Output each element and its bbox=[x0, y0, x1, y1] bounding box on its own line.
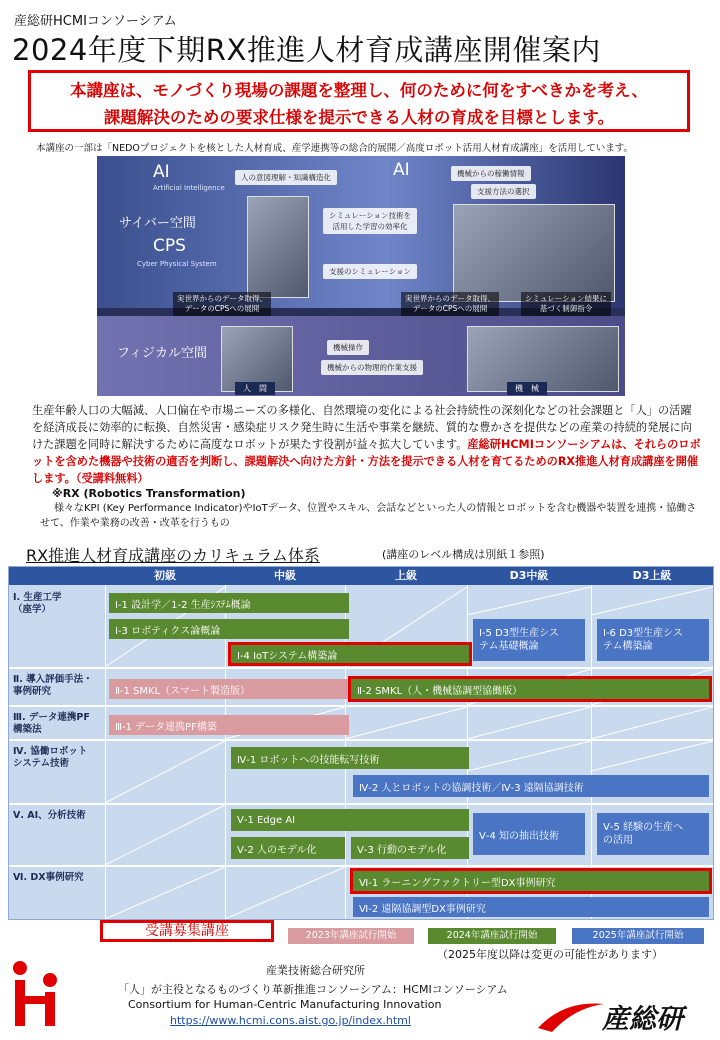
level-header: 初級 bbox=[105, 567, 225, 585]
course-1-6: Ⅰ-6 D3型生産シス テム構築論 bbox=[597, 619, 709, 661]
category-label: Ⅴ. AI、分析技術 bbox=[13, 810, 86, 821]
org-name: 産総研HCMIコンソーシアム bbox=[14, 14, 177, 29]
course-5-1: Ⅴ-1 Edge AI bbox=[231, 809, 469, 831]
course-1-3: Ⅰ-3 ロボティクス論概論 bbox=[109, 619, 349, 639]
rx-description: 様々なKPI (Key Performance Indicator)やIoTデータ、位置やスキル、会話などといった人の情報とロボットを含む機器や装置を連携・協働させて、作業や業務の改善・改革を行うもの bbox=[40, 503, 697, 529]
curriculum-title: RX推進人材育成講座のカリキュラム体系 bbox=[26, 546, 320, 565]
box-machine-info: 機械からの稼働情報 bbox=[451, 166, 531, 181]
control-command: シミュレーション結果に 基づく制御指令 bbox=[521, 292, 611, 316]
course-5-4: Ⅴ-4 知の抽出技術 bbox=[473, 813, 585, 855]
hcmi-logo-icon bbox=[10, 958, 62, 1032]
box-simulation: シミュレーション技術を 活用した学習の効率化 bbox=[323, 208, 417, 234]
course-5-3: Ⅴ-3 行動のモデル化 bbox=[351, 837, 469, 859]
phys-support-label: 機械からの物理的作業支援 bbox=[321, 360, 423, 375]
intro-paragraph bbox=[32, 402, 702, 487]
cps-label: CPS bbox=[153, 236, 186, 256]
course-6-1: Ⅵ-1 ラーニングファクトリー型DX事例研究 bbox=[353, 871, 709, 891]
change-caution: （2025年度以降は変更の可能性があります） bbox=[437, 948, 663, 961]
intro-text: 生産年齢人口の大幅減、人口偏在や市場ニーズの多様化、自然環境の変化による社会持続性の深刻化などの社会課題と「人」の活躍を経済成長に効率的に転換、自然災害・感染症リスク発生時に生活や事業を継続、質的な豊かさを提供などの産業の持続的発展に向けた課題を同時に解決するために高度なロボットが果たす役割が益々拡大しています。 bbox=[32, 404, 692, 451]
nedo-note: 本講座の一部は「NEDOプロジェクトを核とした人材育成、産学連携等の総合的展開／高度ロボット活用人材育成講座」を活用しています。 bbox=[36, 143, 633, 154]
footer-url-link[interactable]: https://www.hcmi.cons.aist.go.jp/index.html bbox=[170, 1014, 411, 1027]
ai-center-label: AI bbox=[393, 160, 410, 180]
course-2-1: Ⅱ-1 SMKL（スマート製造版） bbox=[109, 679, 349, 699]
course-1-5: Ⅰ-5 D3型生産シス テム基礎概論 bbox=[473, 619, 585, 661]
category-label: Ⅳ. 協働ロボット システム技術 bbox=[13, 746, 88, 769]
ai-sub-label: Artificial Intelligence bbox=[153, 184, 225, 192]
legend-recruit: 受講募集講座 bbox=[100, 920, 274, 942]
legend-2024: 2024年講座試行開始 bbox=[428, 928, 556, 944]
level-header: 中級 bbox=[225, 567, 345, 585]
course-5-2: Ⅴ-2 人のモデル化 bbox=[231, 837, 345, 859]
level-header: D3中級 bbox=[467, 567, 591, 585]
box-intent: 人の意図理解・知識構造化 bbox=[235, 170, 337, 185]
category-label: Ⅱ. 導入評価手法・ 事例研究 bbox=[13, 674, 93, 697]
human-tag: 人 間 bbox=[235, 382, 275, 395]
course-3-1: Ⅲ-1 データ連携PF構築 bbox=[109, 715, 349, 735]
course-4-1: Ⅳ-1 ロボットへの技能転写技術 bbox=[231, 747, 469, 769]
course-6-2: Ⅵ-2 遠隔協調型DX事例研究 bbox=[353, 897, 709, 917]
banner-line-1: 本講座は、モノづくり現場の課題を整理し、何のために何をすべきかを考え、 bbox=[70, 81, 648, 100]
course-1-4: Ⅰ-4 IoTシステム構築論 bbox=[231, 645, 469, 663]
course-5-5: Ⅴ-5 経験の生産へ の活用 bbox=[597, 813, 709, 855]
humanoid-robot-image bbox=[247, 196, 309, 298]
legend-2023: 2023年講座試行開始 bbox=[288, 928, 414, 944]
level-header: D3上級 bbox=[591, 567, 713, 585]
box-support-sim: 支援のシミュレーション bbox=[323, 264, 417, 279]
category-label: Ⅲ. データ連携PF 構築法 bbox=[13, 712, 90, 735]
aist-logo-icon bbox=[534, 998, 714, 1036]
cps-figure bbox=[97, 156, 625, 396]
course-2-2: Ⅱ-2 SMKL（人・機械協調型協働版） bbox=[351, 679, 709, 699]
svg-text:産総研: 産総研 bbox=[602, 1004, 683, 1035]
goal-banner bbox=[28, 70, 690, 132]
curriculum-subtitle: (講座のレベル構成は別紙１参照) bbox=[382, 548, 545, 561]
curriculum-grid bbox=[8, 566, 714, 920]
physical-label: フィジカル空間 bbox=[117, 346, 207, 361]
rx-title: ※RX (Robotics Transformation) bbox=[52, 487, 246, 500]
category-label: Ⅵ. DX事例研究 bbox=[13, 872, 84, 883]
cyber-label: サイバー空間 bbox=[119, 216, 196, 231]
ai-label: AI bbox=[153, 162, 170, 182]
category-label: Ⅰ. 生産工学 （座学） bbox=[13, 592, 62, 615]
footer-consortium-jp: 「人」が主役となるものづくり革新推進コンソーシアム：HCMIコンソーシアム bbox=[118, 983, 508, 996]
course-1-1: Ⅰ-1 設計学／1-2 生産ｼｽﾃﾑ概論 bbox=[109, 593, 349, 613]
footer-institute: 産業技術総合研究所 bbox=[266, 964, 365, 977]
machine-tag: 機 械 bbox=[507, 382, 547, 395]
banner-line-2: 課題解決のための要求仕様を提示できる人材の育成を目標とします。 bbox=[103, 108, 615, 127]
factory-sim-image bbox=[453, 204, 615, 302]
page-title: 2024年度下期RX推進人材育成講座開催案内 bbox=[12, 33, 601, 67]
data-acquire-right: 実世界からのデータ取得、 データのCPSへの展開 bbox=[401, 292, 499, 316]
box-support-select: 支援方法の選択 bbox=[471, 184, 536, 199]
cps-sub-label: Cyber Physical System bbox=[137, 260, 217, 268]
footer-consortium-en: Consortium for Human-Centric Manufacturing Innovation bbox=[128, 998, 442, 1011]
intro-red-text: 産総研HCMIコンソーシアムは、それらのロボットを含めた機器や技術の適否を判断し、課題解決へ向けた方針・方法を提示できる人材を育てるためのRX推進人材育成講座を開催します。（受講料無料） bbox=[32, 438, 701, 485]
level-header: 上級 bbox=[345, 567, 467, 585]
data-acquire-left: 実世界からのデータ取得、 データのCPSへの展開 bbox=[173, 292, 271, 316]
legend-2025: 2025年講座試行開始 bbox=[572, 928, 704, 944]
op-label: 機械操作 bbox=[327, 340, 369, 355]
course-4-2: Ⅳ-2 人とロボットの協調技術／Ⅳ-3 遠隔協調技術 bbox=[353, 775, 709, 797]
